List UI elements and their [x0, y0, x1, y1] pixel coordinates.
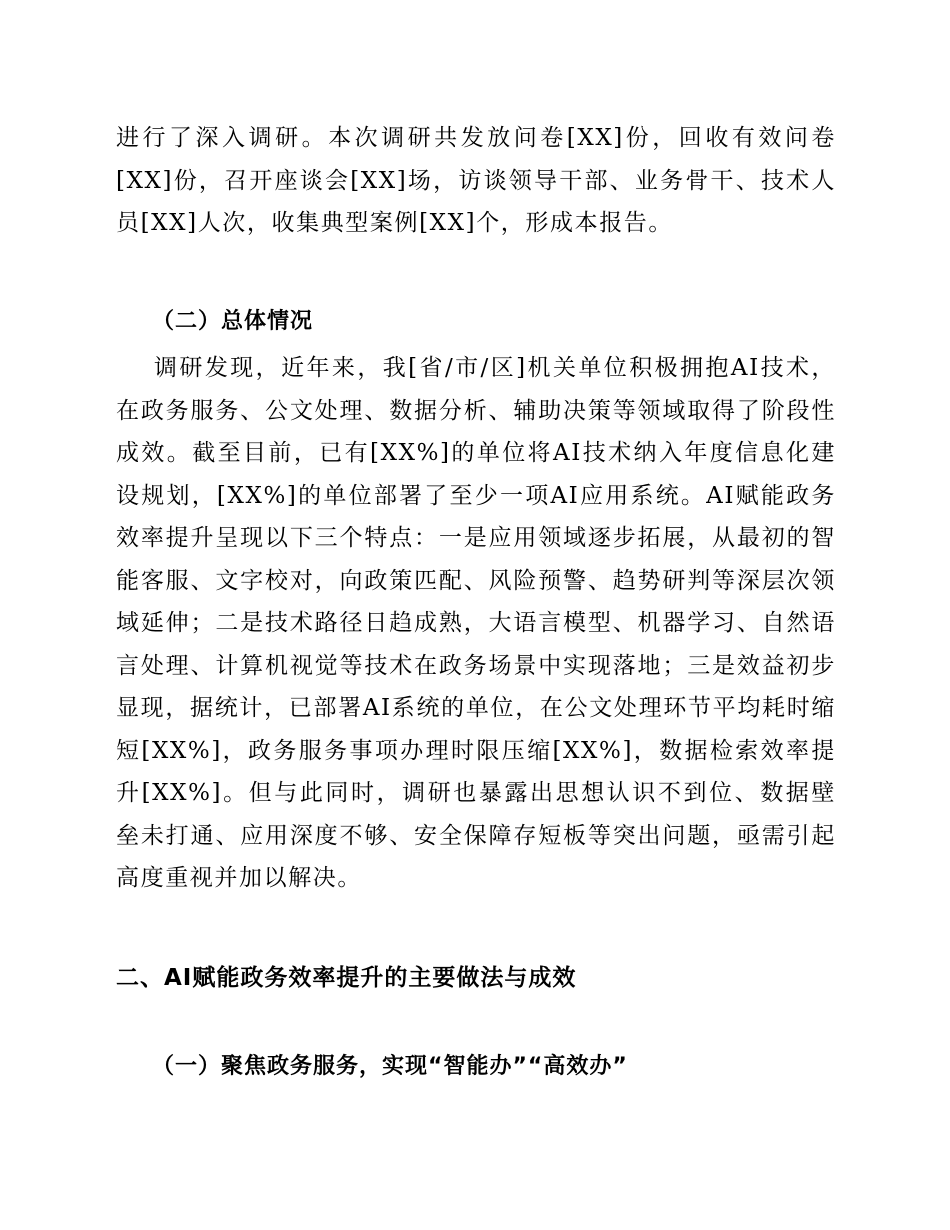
intro-paragraph-tail: 进行了深入调研。本次调研共发放问卷[XX]份，回收有效问卷[XX]份，召开座谈会[XX]场，访谈领导干部、业务骨干、技术人员[XX]人次，收集典型案例[XX]个，形成本报告。 — [116, 125, 836, 236]
subsection-heading-overall: （二）总体情况 — [152, 309, 314, 334]
overall-situation-paragraph: 调研发现，近年来，我[省/市/区]机关单位积极拥抱AI技术，在政务服务、公文处理、数据分析、辅助决策等领域取得了阶段性成效。截至目前，已有[XX%]的单位将AI技术纳入年度信息化建设规划，[XX%]的单位部署了至少一项AI应用系统。AI赋能政务效率提升呈现以下三个特点：一是应用领域逐步拓展，从最初的智能客服、文字校对，向政策匹配、风险预警、趋势研判等深层次领域延伸；二是技术路径日趋成熟，大语言模型、机器学习、自然语言处理、计算机视觉等技术在政务场景中实现落地；三是效益初步显现，据统计，已部署AI系统的单位，在公文处理环节平均耗时缩短[XX%]，政务服务事项办理时限压缩[XX%]，数据检索效率提升[XX%]。但与此同时，调研也暴露出思想认识不到位、数据壁垒未打通、应用深度不够、安全保障存短板等突出问题，亟需引起高度重视并加以解决。 — [116, 355, 836, 891]
section-heading-two: 二、AI赋能政务效率提升的主要做法与成效 — [116, 965, 577, 991]
subsection-heading-government-services: （一）聚焦政务服务，实现“智能办”“高效办” — [152, 1054, 628, 1079]
